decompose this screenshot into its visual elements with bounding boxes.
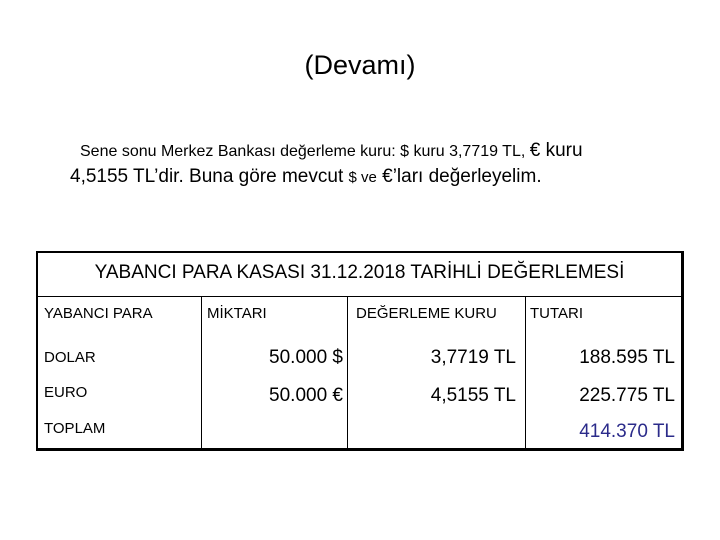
usd-and-label: $ ve <box>348 169 377 186</box>
column-header-amount: MİKTARI <box>207 305 267 322</box>
sum-total: 414.370 TL <box>579 421 675 442</box>
foreign-currency-ledger <box>36 251 684 451</box>
column-divider <box>347 297 348 448</box>
row-amount: 50.000 € <box>269 385 343 406</box>
row-rate: 4,5155 TL <box>430 385 516 406</box>
column-header-rate: DEĞERLEME KURU <box>356 305 497 322</box>
eur-rate-label: € kuru <box>529 140 583 161</box>
row-total: 188.595 TL <box>579 347 675 368</box>
column-header-total: TUTARI <box>530 305 584 322</box>
ledger-title: YABANCI PARA KASASI 31.12.2018 TARİHLİ DEĞERLEMESİ <box>38 253 681 297</box>
row-total: 225.775 TL <box>579 385 675 406</box>
usd-rate-text: Sene sonu Merkez Bankası değerleme kuru: $ kuru 3,7719 TL, <box>80 143 530 160</box>
slide-title: (Devamı) <box>304 50 416 80</box>
row-currency: EURO <box>44 384 88 401</box>
eur-rate-value-text: 4,5155 TL’dir. Buna göre mevcut <box>70 166 349 187</box>
column-header-currency: YABANCI PARA <box>44 305 153 322</box>
row-rate: 3,7719 TL <box>430 347 516 368</box>
row-amount: 50.000 $ <box>269 347 343 368</box>
exchange-rate-text-line-1 <box>80 140 583 162</box>
sum-label: TOPLAM <box>44 420 106 437</box>
row-currency: DOLAR <box>44 349 96 366</box>
column-divider <box>525 297 526 448</box>
instruction-text: €’ları değerleyelim. <box>376 166 542 187</box>
exchange-rate-text-line-2 <box>70 166 542 188</box>
column-divider <box>201 297 202 448</box>
